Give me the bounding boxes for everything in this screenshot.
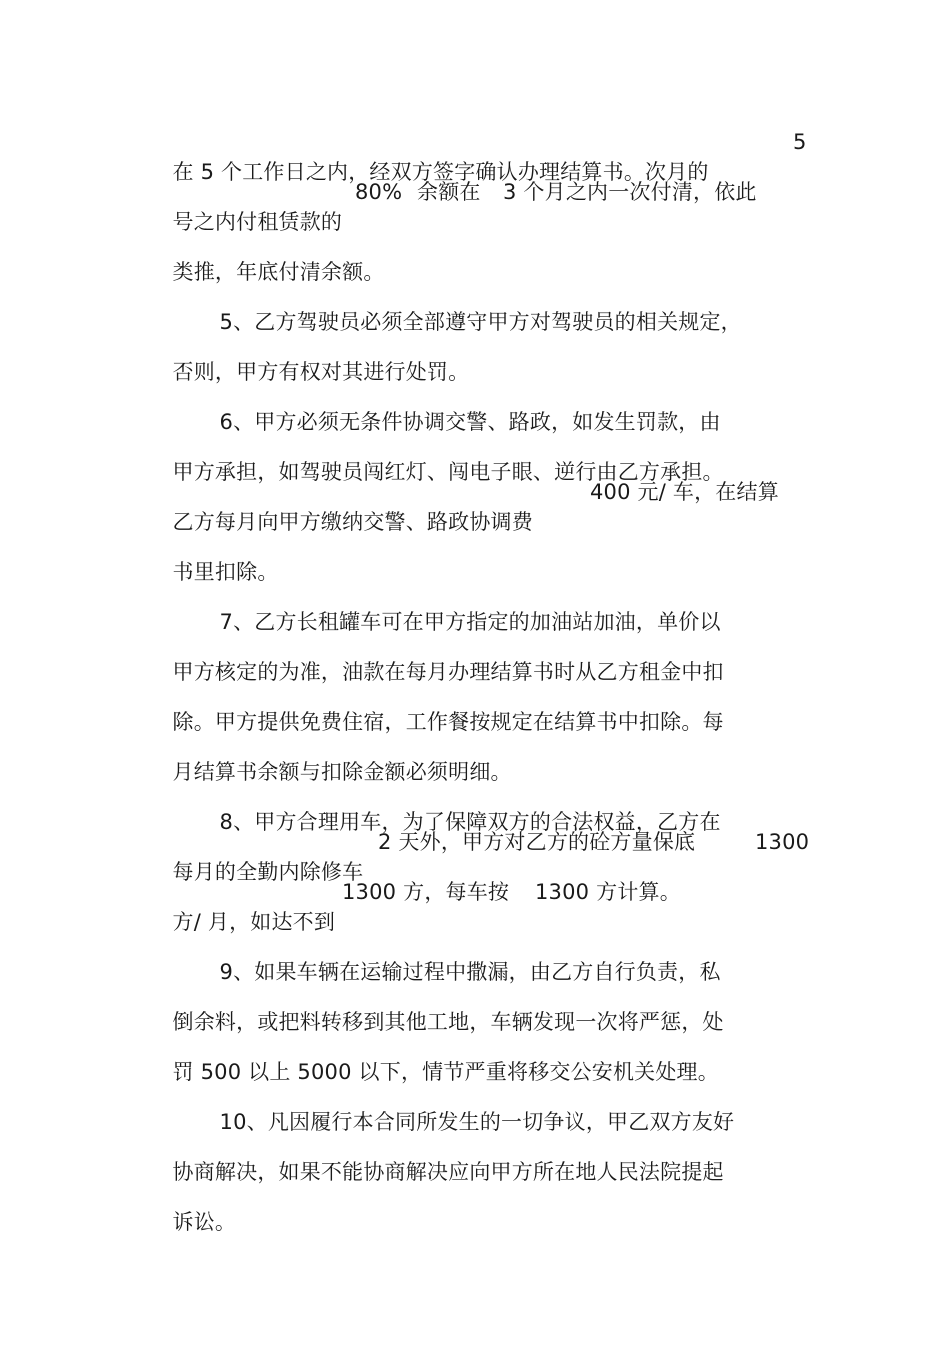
text-segment: 类推，年底付清余额。	[172, 260, 385, 284]
text-line-14	[192, 777, 857, 834]
text-segment: 在 5 个工作日之内，经双方签字确认办理结算书。次月的	[172, 160, 709, 184]
text-segment: 书里扣除。	[172, 560, 279, 584]
text-segment: 10、凡因履行本合同所发生的一切争议，甲乙双方友好	[219, 1110, 735, 1134]
text-segment: 月结算书余额与扣除金额必须明细。	[172, 760, 512, 784]
text-segment: 5、乙方驾驶员必须全部遵守甲方对驾驶员的相关规定，	[219, 310, 742, 334]
text-line-20	[192, 1077, 857, 1134]
text-segment: 罚 500 以上 5000 以下，情节严重将移交公安机关处理。	[172, 1060, 719, 1084]
text-line-15	[145, 827, 810, 884]
text-segment: 6、甲方必须无条件协调交警、路政，如发生罚款，由	[219, 410, 721, 434]
text-segment: 甲方核定的为准，油款在每月办理结算书时从乙方租金中扣	[172, 660, 724, 684]
text-line-4	[192, 277, 857, 334]
text-segment: 1300 方计算。	[535, 880, 681, 904]
text-segment: 乙方每月向甲方缴纳交警、路政协调费	[172, 510, 533, 534]
text-segment: 方/ 月，如达不到	[172, 910, 336, 934]
text-line-5	[145, 327, 810, 384]
text-line-1	[145, 127, 810, 184]
text-line-19	[145, 1027, 810, 1084]
text-line-13	[145, 727, 810, 784]
text-segment: 诉讼。	[172, 1210, 237, 1234]
text-line-12	[145, 677, 810, 734]
text-segment: 倒余料，或把料转移到其他工地，车辆发现一次将严惩，处	[172, 1010, 724, 1034]
text-line-21	[145, 1127, 810, 1184]
text-line-8	[145, 477, 810, 534]
text-line-18	[145, 977, 810, 1034]
text-segment: 否则，甲方有权对其进行处罚。	[172, 360, 470, 384]
text-segment: 2 天外，甲方对乙方的砼方量保底	[378, 830, 696, 854]
text-segment: 7、乙方长租罐车可在甲方指定的加油站加油，单价以	[219, 610, 721, 634]
text-line-16	[145, 877, 810, 934]
text-line-11	[145, 627, 810, 684]
text-segment: 3 个月之内一次付清，依此	[503, 180, 757, 204]
text-line-2	[145, 177, 810, 234]
text-line-17	[192, 927, 857, 984]
text-line-10	[192, 577, 857, 634]
text-segment: 除。甲方提供免费住宿，工作餐按规定在结算书中扣除。每	[172, 710, 724, 734]
text-segment: 80%	[355, 180, 403, 204]
text-segment: 每月的全勤内除修车	[172, 860, 364, 884]
text-segment: 400 元/ 车，在结算	[590, 480, 779, 504]
text-line-7	[145, 427, 810, 484]
text-line-9	[145, 527, 810, 584]
text-segment: 甲方承担，如驾驶员闯红灯、闯电子眼、逆行由乙方承担。	[172, 460, 724, 484]
text-segment: 号之内付租赁款的	[172, 210, 343, 234]
text-segment: 1300 方，每车按	[342, 880, 510, 904]
text-segment: 5	[793, 130, 807, 154]
text-segment: 1300	[755, 830, 810, 854]
text-line-6	[192, 377, 857, 434]
text-segment: 8、甲方合理用车，为了保障双方的合法权益，乙方在	[219, 810, 721, 834]
text-line-3	[145, 227, 810, 284]
text-segment: 9、如果车辆在运输过程中撒漏，由乙方自行负责，私	[219, 960, 721, 984]
text-segment: 余额在	[417, 180, 481, 204]
text-line-22	[145, 1177, 810, 1234]
text-segment: 协商解决，如果不能协商解决应向甲方所在地人民法院提起	[172, 1160, 724, 1184]
